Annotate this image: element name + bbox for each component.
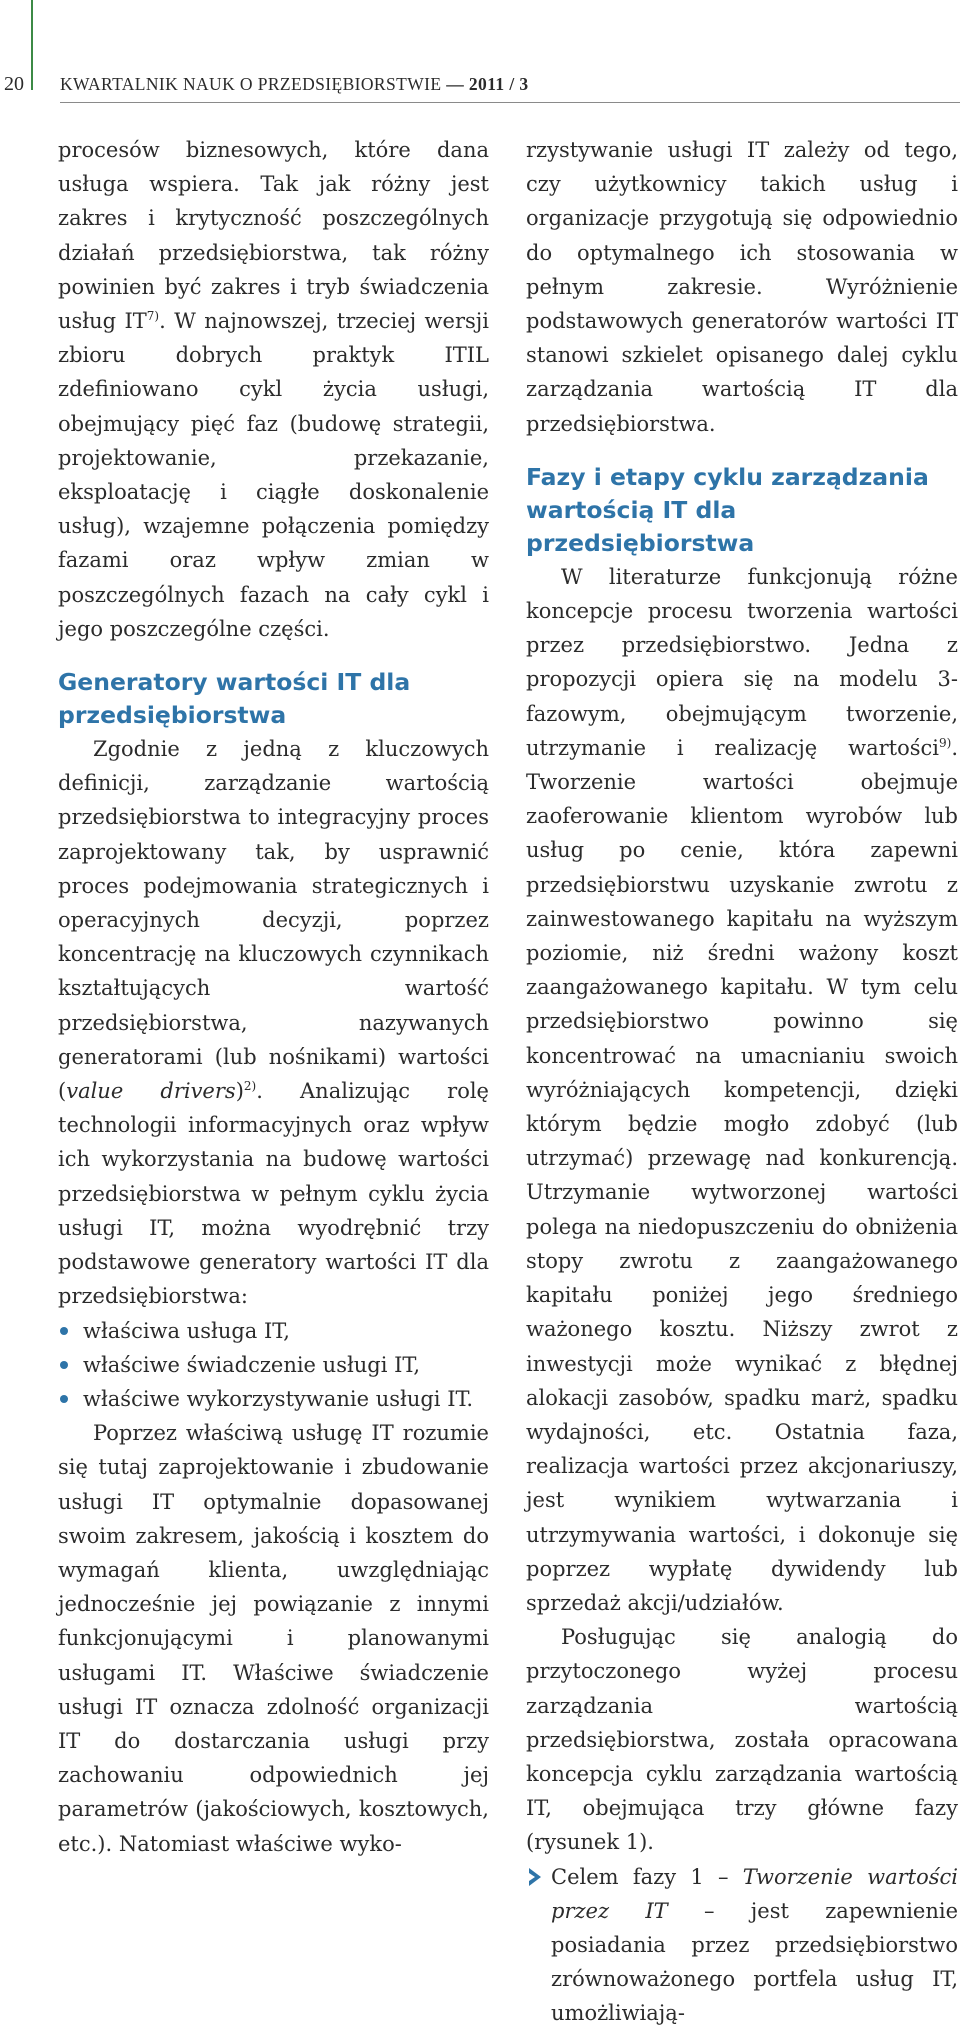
paragraph-proper-service: Poprzez właściwą usługę IT rozumie się tutaj zaprojektowanie i zbudowanie usługi IT optymalnie dopasowanej swoim zakresem, jakością i kosztem do wymagań klienta, uwzględniając jednocześnie jej powiązanie z innymi funkcjonującymi i planowanymi usługami IT. Właściwe świadczenie usługi IT oznacza zdolność organizacji IT do dostarczania usługi przy zachowaniu odpowiednich jej parametrów (jakościowych, kosztowych, etc.). Natomiast właściwe wyko- [58,1421,489,1856]
paragraph-phases-text: W literaturze funkcjonują różne koncepcje procesu tworzenia wartości przez przedsiębiorstwo. Jedna z propozycji opiera się na modelu 3-fazowym, obejmującym tworzenie, utrzymanie i realizację wartości [526,564,958,760]
paragraph-itil [58,133,489,646]
list-item-text: właściwe świadczenie usługi IT, [83,1352,421,1377]
footnote-ref-7: 7) [146,309,160,324]
footnote-ref-9: 9) [938,735,952,750]
value-drivers-term: value drivers [66,1079,236,1104]
paragraph-itil-text: procesów biznesowych, które dana usługa wspiera. Tak jak różny jest zakres i krytyczność poszczególnych działań przedsiębiorstwa, tak różny powinien być zakres i tryb świadczenia usług IT [58,138,489,334]
paragraph-definition [58,732,489,1313]
section-heading-phases: Fazy i etapy cyklu zarządzania wartością IT dla przedsiębiorstwa [526,462,929,557]
paragraph-phases [526,560,958,1620]
generators-list [58,1314,489,1417]
paragraph-itil-end: . W najnowszej, trzeciej wersji zbioru dobrych praktyk ITIL zdefiniowano cykl życia usługi, obejmujący pięć faz (budowę strategii, projektowanie, przekazanie, eksploatację i ciągłe doskonalenie usług), wzajemne połączenia pomiędzy fazami oraz wpływ zmian w poszczególnych fazach na cały cykl i jego poszczególne części. [58,309,489,641]
journal-title [60,74,529,95]
paragraph-analogy: Posługując się analogią do przytoczonego wyżej procesu zarządzania wartością przedsiębiorstwa, została opracowana koncepcja cyklu zarządzania wartością IT, obejmująca trzy główne fazy (rysunek 1). [526,1625,958,1855]
section-heading-generators: Generatory wartości IT dla przedsiębiorstwa [58,668,411,730]
paragraph-phases-end: . Tworzenie wartości obejmuje zaoferowanie klientom wyrobów lub usług po cenie, która zapewni przedsiębiorstwu uzyskanie zwrotu z zainwestowanego kapitału na wyższym poziomie, niż średni ważony koszt zaangażowanego kapitału. W tym celu przedsiębiorstwo powinno się koncentrować na umacnianiu swoich wyróżniających kompetencji, dzięki którym będzie mogło zdobyć (lub utrzymać) przewagę nad konkurencją. Utrzymanie wytworzonej wartości polega na niedopuszczeniu do obniżenia stopy zwrotu z zaangażowanego kapitału poniżej jego średniego ważonego kosztu. Niższy zwrot z inwestycji może wynikać z błędnej alokacji zasobów, spadku marż, spadku wydajności, etc. Ostatnia faza, realizacja wartości przez akcjonariuszy, jest wynikiem wytwarzania i utrzymywania wartości, i dokonuje się poprzez wypłatę dywidendy lub sprzedaż akcji/udziałów. [526,735,958,1615]
journal-issue: — 2011 / 3 [446,74,529,94]
left-column [58,133,489,1861]
paragraph-definition-end: . Analizując rolę technologii informacyjnych oraz wpływ ich wykorzystania na budowę wartości przedsiębiorstwa w pełnym cyklu życia usługi IT, można wyodrębnić trzy podstawowe generatory wartości IT dla przedsiębiorstwa: [58,1079,489,1309]
list-item-text: właściwe wykorzystywanie usługi IT. [83,1386,474,1411]
paragraph-usage: rzystywanie usługi IT zależy od tego, czy użytkownicy takich usług i organizacje przygotują się odpowiednio do optymalnego ich stosowania w pełnym zakresie. Wyróżnienie podstawowych generatorów wartości IT stanowi szkielet opisanego dalej cyklu zarządzania wartością IT dla przedsiębiorstwa. [526,138,958,436]
list-item [58,1348,489,1382]
running-header [0,70,960,100]
list-item [58,1314,489,1348]
page-number: 20 [4,73,24,95]
bullet-icon [60,1395,68,1403]
phase-1-text: – jest zapewnienie posiadania przez przedsiębiorstwo zrównoważonego portfela usług IT, umożliwiają- [551,1898,959,2026]
phase-1-title: Tworzenie wartości przez IT [551,1864,958,1923]
header-divider [60,102,960,103]
list-item [58,1382,489,1416]
bullet-icon [60,1361,68,1369]
phase-1-item [526,1860,958,2031]
list-item-text: właściwa usługa IT, [83,1318,290,1343]
right-column [526,133,958,2031]
paragraph-definition-text: Zgodnie z jedną z kluczowych definicji, zarządzanie wartością przedsiębiorstwa to integracyjny proces zaprojektowany tak, by usprawnić proces podejmowania strategicznych i operacyjnych decyzji, poprzez koncentrację na kluczowych czynnikach kształtujących wartość przedsiębiorstwa, nazywanych generatorami (lub nośnikami) wartości ( [58,737,489,1104]
paragraph-definition-paren: ) [235,1079,244,1104]
journal-name: KWARTALNIK NAUK O PRZEDSIĘBIORSTWIE [60,74,442,94]
phase-1-lead: Celem fazy 1 – [551,1864,743,1889]
footnote-ref-2: 2) [243,1079,257,1094]
arrow-bullet-icon [526,1866,544,1888]
bullet-icon [60,1327,68,1335]
